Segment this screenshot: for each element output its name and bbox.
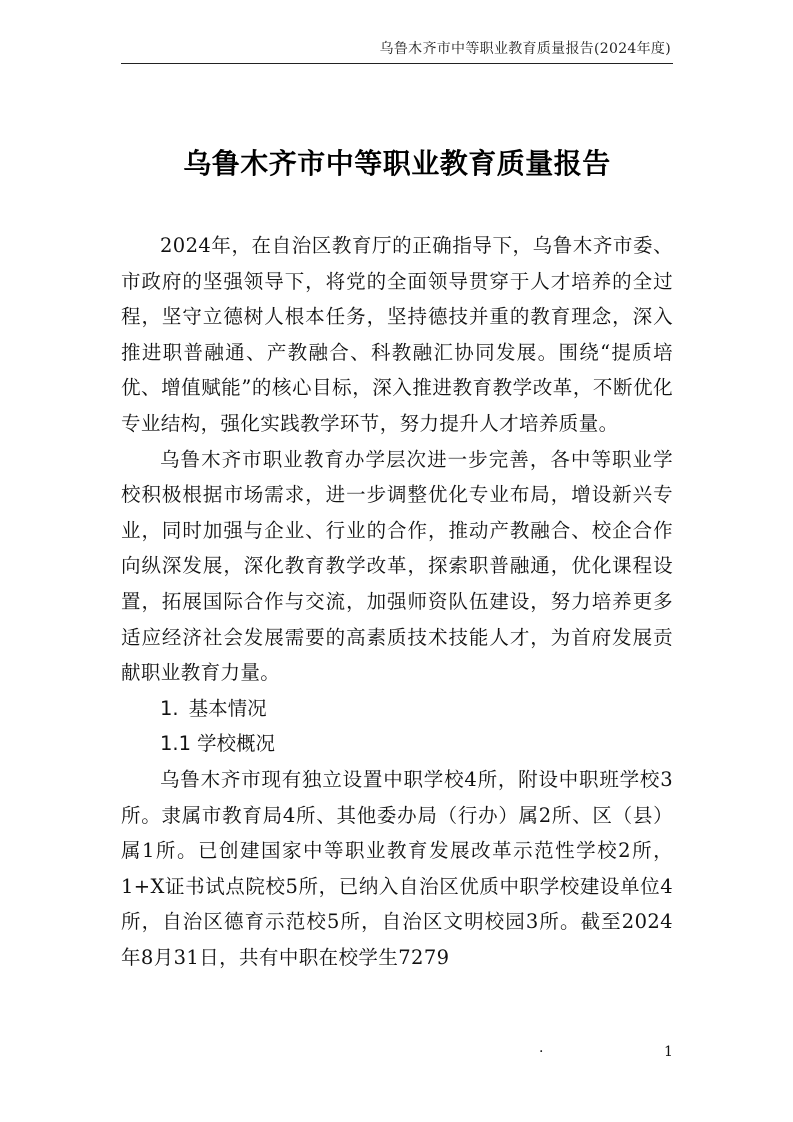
section-number: 1. [160, 696, 179, 720]
running-header: 乌鲁木齐市中等职业教育质量报告(2024年度) [379, 41, 671, 57]
paragraph-school-stats: 乌鲁木齐市现有独立设置中职学校4所，附设中职班学校3所。隶属市教育局4所、其他委办局（行办）属2所、区（县）属1所。已创建国家中等职业教育发展改革示范性学校2所，1+X证书试点院校5所，已纳入自治区优质中职学校建设单位4所，自治区德育示范校5所，自治区文明校园3所。截至2024年8月31日，共有中职在校学生7279 [121, 767, 673, 969]
subsection-heading-school-overview [121, 726, 673, 762]
header-divider [121, 63, 673, 64]
section-heading-basic-info [121, 691, 673, 727]
paragraph-overview: 乌鲁木齐市职业教育办学层次进一步完善，各中等职业学校积极根据市场需求，进一步调整优化专业布局，增设新兴专业，同时加强与企业、行业的合作，推动产教融合、校企合作向纵深发展，深化教育教学改革，探索职普融通，优化课程设置，拓展国际合作与交流，加强师资队伍建设，努力培养更多适应经济社会发展需要的高素质技术技能人才，为首府发展贡献职业教育力量。 [121, 447, 673, 685]
subsection-number: 1.1 [160, 732, 192, 756]
page-number: 1 [664, 1044, 673, 1060]
paragraph-intro: 2024年，在自治区教育厅的正确指导下，乌鲁木齐市委、市政府的坚强领导下，将党的全面领导贯穿于人才培养的全过程，坚守立德树人根本任务，坚持德技并重的教育理念，深入推进职普融通、产教融合、科教融汇协同发展。围绕“提质培优、增值赋能”的核心目标，深入推进教育教学改革，不断优化专业结构，强化实践教学环节，努力提升人才培养质量。 [121, 234, 673, 435]
section-title: 基本情况 [188, 696, 267, 720]
document-body [121, 228, 673, 975]
footer-dot: · [539, 1044, 544, 1060]
subsection-title: 学校概况 [197, 732, 276, 756]
document-title: 乌鲁木齐市中等职业教育质量报告 [183, 147, 611, 180]
